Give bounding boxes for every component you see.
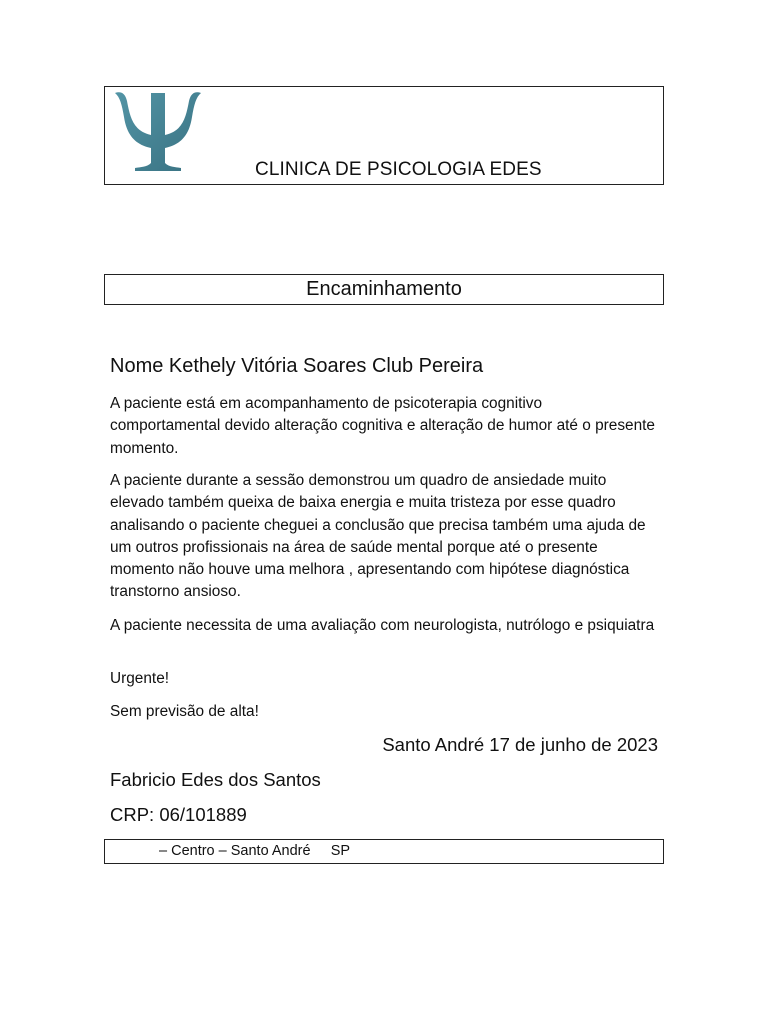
clinic-name: CLINICA DE PSICOLOGIA EDES xyxy=(255,159,542,180)
document-title: Encaminhamento xyxy=(104,274,664,305)
paragraph-evaluation-request: A paciente necessita de uma avaliação com neurologista, nutrólogo e psiquiatra xyxy=(110,617,655,634)
address-text: – Centro – Santo André SP xyxy=(159,843,351,859)
address-footer xyxy=(104,839,664,864)
document-date: Santo André 17 de junho de 2023 xyxy=(382,734,658,755)
paragraph-session-report: A paciente durante a sessão demonstrou um quadro de ansiedade muito elevado também queixa de baixa energia e muita tristeza por esse quadro analisando o paciente cheguei a conclusão que precisa também uma ajuda de um outros profissionais na área de saúde mental porque até o presente momento não houve uma melhora , apresentando com hipótese diagnóstica transtorno ansioso. xyxy=(110,472,646,601)
psi-logo-icon xyxy=(111,87,207,177)
no-discharge-note: Sem previsão de alta! xyxy=(110,703,259,720)
signer-name: Fabricio Edes dos Santos xyxy=(110,769,321,790)
clinic-header xyxy=(104,86,664,185)
patient-name: Nome Kethely Vitória Soares Club Pereira xyxy=(110,355,484,377)
crp-number: CRP: 06/101889 xyxy=(110,804,247,825)
urgent-note: Urgente! xyxy=(110,670,170,687)
paragraph-follow-up: A paciente está em acompanhamento de psicoterapia cognitivo comportamental devido alteração cognitiva e alteração de humor até o presente momento. xyxy=(110,395,655,457)
